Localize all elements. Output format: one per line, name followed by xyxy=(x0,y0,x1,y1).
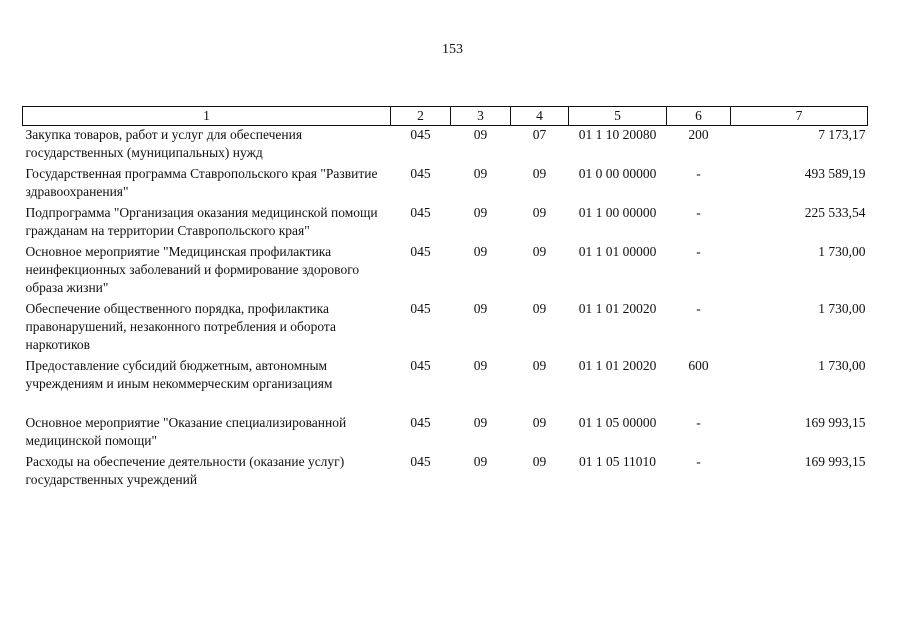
table-row xyxy=(23,357,868,414)
row-amount: 1 730,00 xyxy=(818,301,866,316)
row-expense-type: 200 xyxy=(688,127,709,142)
row-subsection-code: 09 xyxy=(532,454,547,469)
row-amount: 169 993,15 xyxy=(804,415,866,430)
header-row xyxy=(23,107,868,126)
row-expense-type: - xyxy=(696,166,701,181)
row-amount: 1 730,00 xyxy=(818,244,866,259)
column-header-7: 7 xyxy=(731,107,868,126)
row-name: Государственная программа Ставропольского края "Развитие здравоохранения" xyxy=(25,166,378,199)
row-section-code: 09 xyxy=(473,205,488,220)
row-name: Предоставление субсидий бюджетным, автономным учреждениям и иным некоммерческим организациям xyxy=(25,358,333,391)
row-section-code: 09 xyxy=(473,454,488,469)
row-ministry-code: 045 xyxy=(410,244,431,259)
column-header-5: 5 xyxy=(569,107,667,126)
row-ministry-code: 045 xyxy=(410,358,431,373)
column-header-6: 6 xyxy=(667,107,731,126)
row-subsection-code: 09 xyxy=(532,301,547,316)
table-row xyxy=(23,204,868,243)
row-name: Расходы на обеспечение деятельности (оказание услуг) государственных учреждений xyxy=(25,454,345,487)
row-section-code: 09 xyxy=(473,127,488,142)
row-expense-type: - xyxy=(696,454,701,469)
row-subsection-code: 07 xyxy=(532,127,547,142)
row-target-code: 01 0 00 00000 xyxy=(578,166,657,181)
row-section-code: 09 xyxy=(473,166,488,181)
row-ministry-code: 045 xyxy=(410,415,431,430)
row-target-code: 01 1 00 00000 xyxy=(578,205,657,220)
table-row xyxy=(23,300,868,357)
column-header-4: 4 xyxy=(511,107,569,126)
row-amount: 7 173,17 xyxy=(818,127,866,142)
row-section-code: 09 xyxy=(473,415,488,430)
row-target-code: 01 1 10 20080 xyxy=(578,127,657,142)
row-subsection-code: 09 xyxy=(532,244,547,259)
row-ministry-code: 045 xyxy=(410,205,431,220)
row-subsection-code: 09 xyxy=(532,205,547,220)
row-target-code: 01 1 05 11010 xyxy=(578,454,657,469)
table-row xyxy=(23,414,868,453)
table-row xyxy=(23,243,868,300)
row-name: Основное мероприятие "Оказание специализированной медицинской помощи" xyxy=(25,415,347,448)
row-subsection-code: 09 xyxy=(532,358,547,373)
row-expense-type: - xyxy=(696,415,701,430)
row-ministry-code: 045 xyxy=(410,301,431,316)
row-expense-type: 600 xyxy=(688,358,709,373)
row-subsection-code: 09 xyxy=(532,415,547,430)
page-number: 153 xyxy=(442,42,463,57)
row-amount: 1 730,00 xyxy=(818,358,866,373)
row-subsection-code: 09 xyxy=(532,166,547,181)
row-expense-type: - xyxy=(696,205,701,220)
row-amount: 225 533,54 xyxy=(804,205,866,220)
table-row xyxy=(23,453,868,492)
row-name: Обеспечение общественного порядка, профилактика правонарушений, незаконного потребления и оборота наркотиков xyxy=(25,301,336,352)
row-expense-type: - xyxy=(696,301,701,316)
row-target-code: 01 1 01 00000 xyxy=(578,244,657,259)
table-row xyxy=(23,126,868,166)
table-row xyxy=(23,165,868,204)
row-name: Основное мероприятие "Медицинская профилактика неинфекционных заболеваний и формирование здорового образа жизни" xyxy=(25,244,360,295)
row-amount: 493 589,19 xyxy=(804,166,866,181)
row-name: Подпрограмма "Организация оказания медицинской помощи гражданам на территории Ставропольского края" xyxy=(25,205,378,238)
column-header-3: 3 xyxy=(451,107,511,126)
column-header-2: 2 xyxy=(391,107,451,126)
row-section-code: 09 xyxy=(473,301,488,316)
row-target-code: 01 1 05 00000 xyxy=(578,415,657,430)
row-target-code: 01 1 01 20020 xyxy=(578,301,657,316)
row-section-code: 09 xyxy=(473,244,488,259)
column-header-1: 1 xyxy=(23,107,391,126)
row-ministry-code: 045 xyxy=(410,127,431,142)
budget-table xyxy=(22,106,868,492)
row-ministry-code: 045 xyxy=(410,166,431,181)
row-expense-type: - xyxy=(696,244,701,259)
row-ministry-code: 045 xyxy=(410,454,431,469)
row-section-code: 09 xyxy=(473,358,488,373)
row-name: Закупка товаров, работ и услуг для обеспечения государственных (муниципальных) нужд xyxy=(25,127,303,160)
row-amount: 169 993,15 xyxy=(804,454,866,469)
row-target-code: 01 1 01 20020 xyxy=(578,358,657,373)
